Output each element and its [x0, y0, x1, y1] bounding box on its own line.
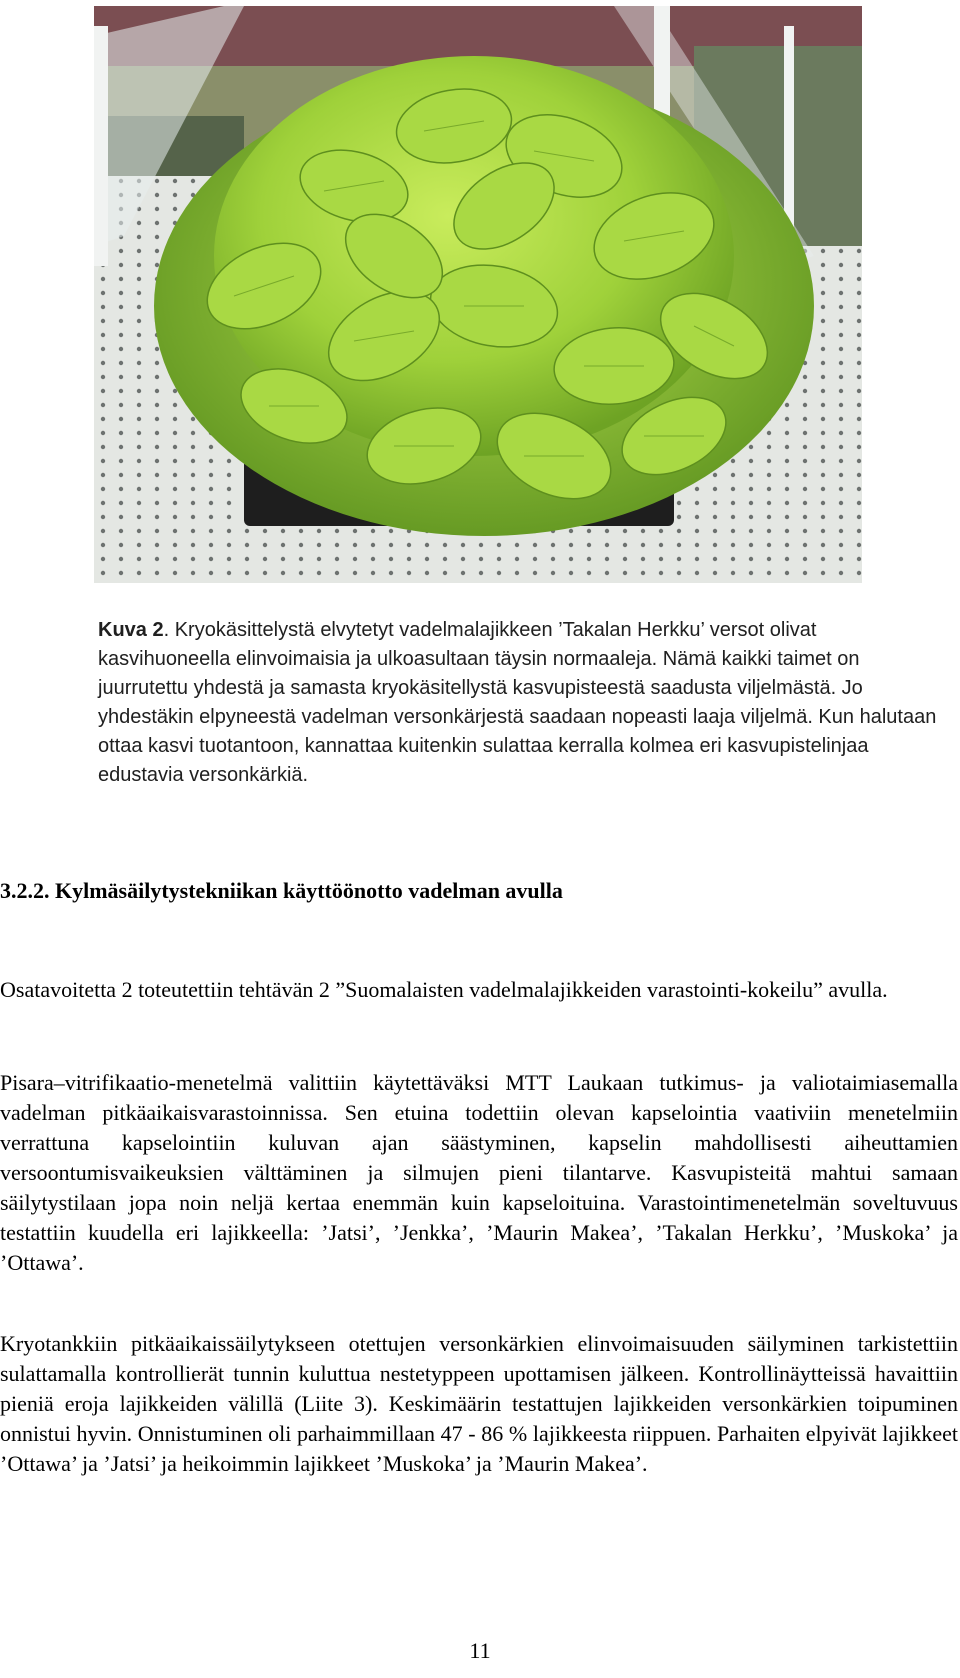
plant-photo-drawing — [94, 6, 862, 583]
section-heading: 3.2.2. Kylmäsäilytystekniikan käyttöönotto vadelman avulla — [0, 878, 563, 903]
paragraph-3: Kryotankkiin pitkäaikaissäilytykseen otettujen versonkärkien elinvoimaisuuden säilyminen tarkistettiin sulattamalla kontrollierät tunnin kuluttua nestetyppeen upottamisen jälkeen. Kontrollinäytteissä havaittiin pieniä eroja lajikkeiden välillä (Liite 3). Keskimäärin testattujen lajikkeiden versonkärkien toipuminen onnistui hyvin. Onnistuminen oli parhaimmillaan 47 - 86 % lajikkeesta riippuen. Parhaiten elpyivät lajikkeet ’Ottawa’ ja ’Jatsi’ ja heikoimmin lajikkeet ’Muskoka’ ja ’Maurin Makea’. — [0, 1331, 958, 1476]
caption-label: Kuva 2 — [98, 619, 164, 641]
caption-text: . Kryokäsittelystä elvytetyt vadelmalajikkeen ’Takalan Herkku’ versot olivat kasvihuoneella elinvoimaisia ja ulkoasultaan täysin normaaleja. Nämä kaikki taimet on juurrutettu yhdestä ja samasta kryokäsitellystä kasvupisteestä saadusta viljelmästä. Jo yhdestäkin elpyneestä vadelman versonkärjestä saadaan nopeasti laaja viljelmä. Kun halutaan ottaa kasvi tuotantoon, kannattaa kuitenkin sulattaa kerralla kolmea eri kasvupistelinjaa edustavia versonkärkiä. — [98, 619, 937, 786]
figure-caption — [98, 616, 946, 790]
paragraph-1: Osatavoitetta 2 toteutettiin tehtävän 2 ”Suomalaisten vadelmalajikkeiden varastointi-kokeilu” avulla. — [0, 977, 888, 1002]
raspberry-plants-photo — [94, 6, 862, 583]
paragraph-2: Pisara–vitrifikaatio-menetelmä valittiin käytettäväksi MTT Laukaan tutkimus- ja valiotaimiasemalla vadelman pitkäaikaisvarastoinnissa. Sen etuina todettiin olevan kapselointia vaativiin menetelmiin verrattuna kapselointiin kuluvan ajan säästyminen, kapselin mahdollisesti aiheuttamien versoontumisvaikeuksien välttäminen ja silmujen pieni tilantarve. Kasvupisteitä mahtui samaan säilytystilaan jopa noin neljä kertaa enemmän kuin kapseloituina. Varastointimenetelmän soveltuvuus testattiin kuudella eri lajikkeella: ’Jatsi’, ’Jenkka’, ’Maurin Makea’, ’Takalan Herkku’, ’Muskoka’ ja ’Ottawa’. — [0, 1070, 958, 1275]
page-number: 11 — [469, 1638, 491, 1663]
